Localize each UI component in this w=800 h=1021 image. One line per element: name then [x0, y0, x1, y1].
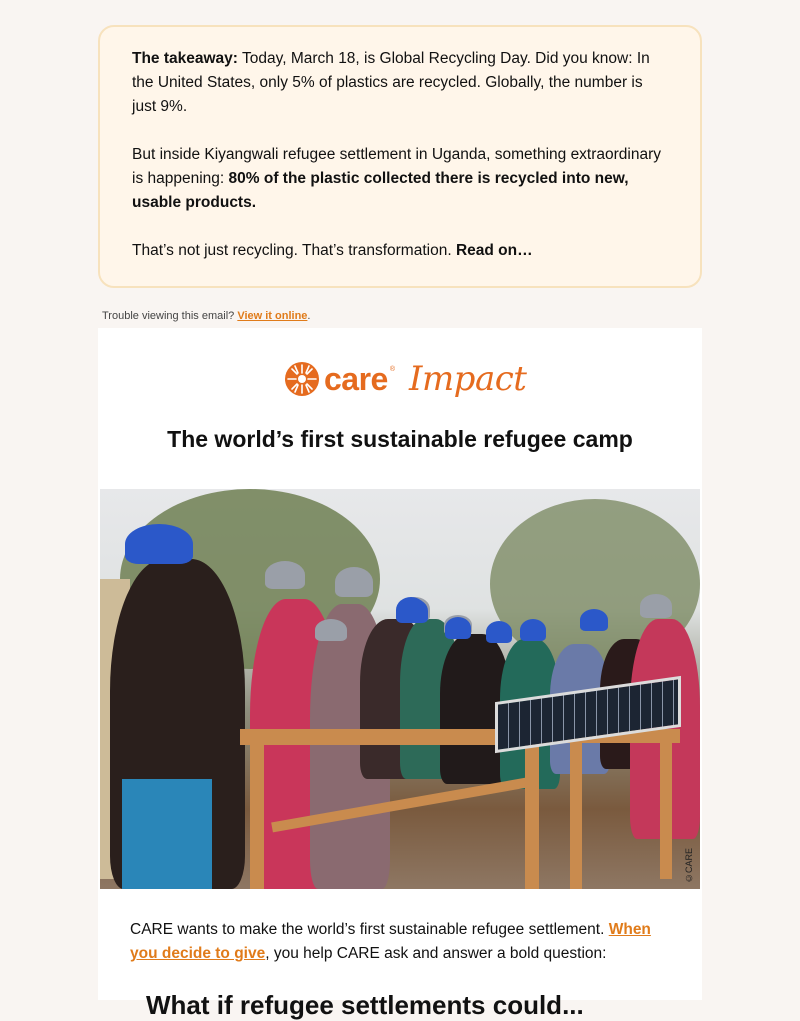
give-link[interactable]: When you decide to give: [130, 921, 651, 962]
takeaway-text-3: That’s not just recycling. That’s transformation.: [132, 242, 456, 259]
takeaway-box: [98, 25, 702, 288]
care-wordmark: care: [324, 360, 388, 397]
takeaway-text-2: But inside Kiyangwali refugee settlement in Uganda, something extraordinary is happening:: [132, 146, 662, 187]
body-text-end: , you help CARE ask and answer a bold question:: [265, 945, 607, 962]
hero-photo[interactable]: [100, 489, 700, 889]
takeaway-highlight: 80% of the plastic collected there is recycled into new, usable products.: [132, 170, 629, 211]
takeaway-text-1: Today, March 18, is Global Recycling Day. Did you know: In the United States, only 5% of plastics are recycled. Globally, the number is just 9%.: [132, 50, 650, 115]
bold-question-heading: What if refugee settlements could...: [146, 990, 584, 1020]
care-impact-logo[interactable]: [284, 356, 527, 402]
article-body: [130, 918, 670, 966]
view-online-link[interactable]: View it online: [237, 310, 308, 322]
article-title: The world’s first sustainable refugee camp: [167, 426, 633, 452]
care-sunburst-icon: [284, 361, 320, 397]
body-text-start: CARE wants to make the world’s first sustainable refugee settlement.: [130, 921, 609, 938]
read-on-text: Read on…: [455, 242, 533, 259]
preheader-suffix: .: [307, 310, 311, 322]
photo-credit: ©CARE: [684, 847, 694, 883]
email-card: [98, 328, 702, 1020]
impact-wordmark: Impact: [409, 359, 527, 399]
takeaway-paragraph-3: [132, 239, 668, 263]
takeaway-lead: The takeaway:: [132, 50, 238, 67]
preheader-text: Trouble viewing this email?: [102, 310, 238, 322]
preheader: [102, 310, 310, 322]
takeaway-paragraph-1: [132, 47, 668, 119]
trademark: ®: [389, 365, 396, 373]
takeaway-paragraph-2: [132, 143, 668, 215]
